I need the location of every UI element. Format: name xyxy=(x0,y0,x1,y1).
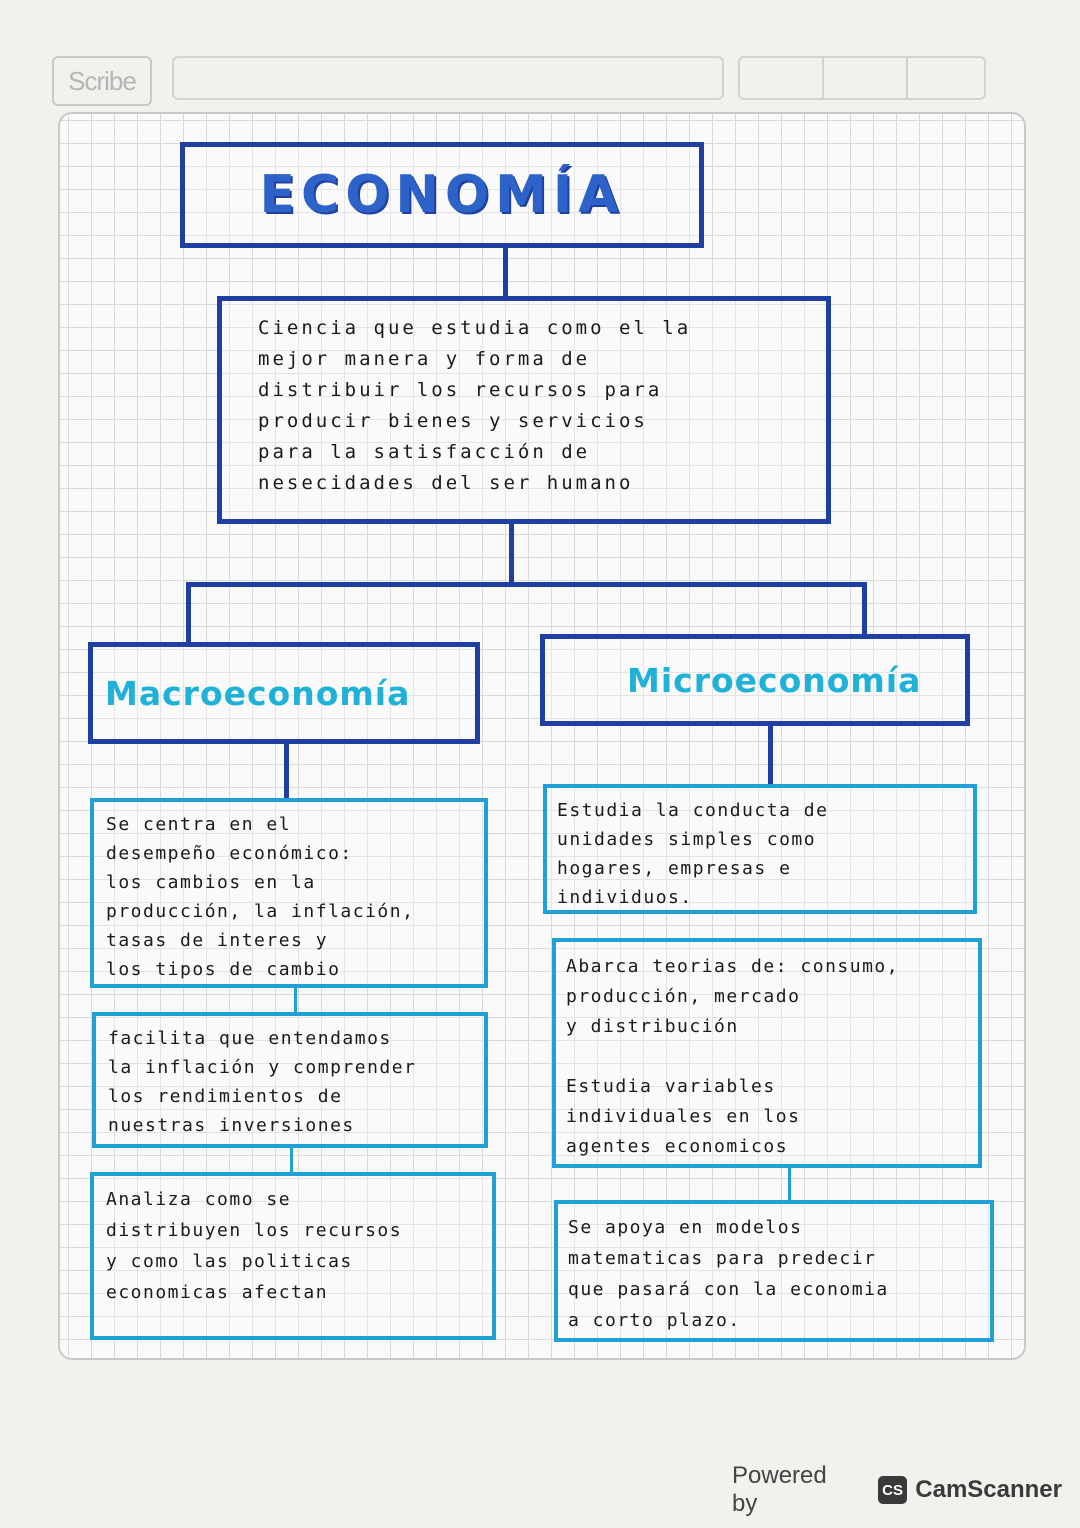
connector-to-micro xyxy=(862,582,867,636)
scribe-logo: Scribe xyxy=(52,56,152,106)
connector-definition-split xyxy=(509,521,514,585)
title-box xyxy=(180,142,704,248)
macro-title-box xyxy=(88,642,480,744)
connector-macro-box2-box3 xyxy=(290,1146,293,1174)
macro-title: Macroeconomía xyxy=(105,673,411,713)
macro-box-2 xyxy=(92,1012,488,1148)
macro-box-1-text: Se centra en el desempeño económico: los cambios en la producción, la inflación, tasas de interes y los tipos de cambio xyxy=(106,814,415,980)
macro-box-2-text: facilita que entendamos la inflación y comprender los rendimientos de nuestras inversiones xyxy=(108,1028,417,1136)
connector-macro-box1 xyxy=(284,742,289,800)
definition-text: Ciencia que estudia como el la mejor manera y forma de distribuir los recursos para producir bienes y servicios para la satisfacción de nesecidades del ser humano xyxy=(258,317,692,494)
macro-box-1 xyxy=(90,798,488,988)
connector-to-macro xyxy=(186,582,191,644)
micro-box-3 xyxy=(554,1200,994,1342)
connector-title-definition xyxy=(503,246,508,298)
powered-by-text: Powered by xyxy=(732,1462,827,1517)
micro-box-3-text: Se apoya en modelos matematicas para predecir que pasará con la economia a corto plazo. xyxy=(568,1217,889,1331)
macro-box-3 xyxy=(90,1172,496,1340)
micro-title: Microeconomía xyxy=(627,660,922,700)
camscanner-watermark xyxy=(732,1462,1062,1517)
page-title: ECONOMÍA xyxy=(259,165,625,225)
connector-horizontal-split xyxy=(186,582,866,587)
connector-micro-box1 xyxy=(768,724,773,786)
micro-box-1-text: Estudia la conducta de unidades simples como hogares, empresas e individuos. xyxy=(557,800,829,908)
camscanner-logo-icon: CS xyxy=(878,1476,907,1504)
notebook-date-field xyxy=(738,56,986,100)
micro-title-box xyxy=(540,634,970,726)
micro-box-2-text: Abarca teorias de: consumo, producción, mercado y distribución Estudia variables individuales en los agentes economicos xyxy=(566,956,900,1157)
notebook-title-field xyxy=(172,56,724,100)
micro-box-2 xyxy=(552,938,982,1168)
macro-box-3-text: Analiza como se distribuyen los recursos y como las politicas economicas afectan xyxy=(106,1189,403,1303)
connector-macro-box1-box2 xyxy=(294,985,297,1013)
connector-micro-box2-box3 xyxy=(788,1168,791,1200)
definition-box xyxy=(217,296,831,524)
camscanner-brand: CamScanner xyxy=(915,1476,1062,1503)
micro-box-1 xyxy=(543,784,977,914)
